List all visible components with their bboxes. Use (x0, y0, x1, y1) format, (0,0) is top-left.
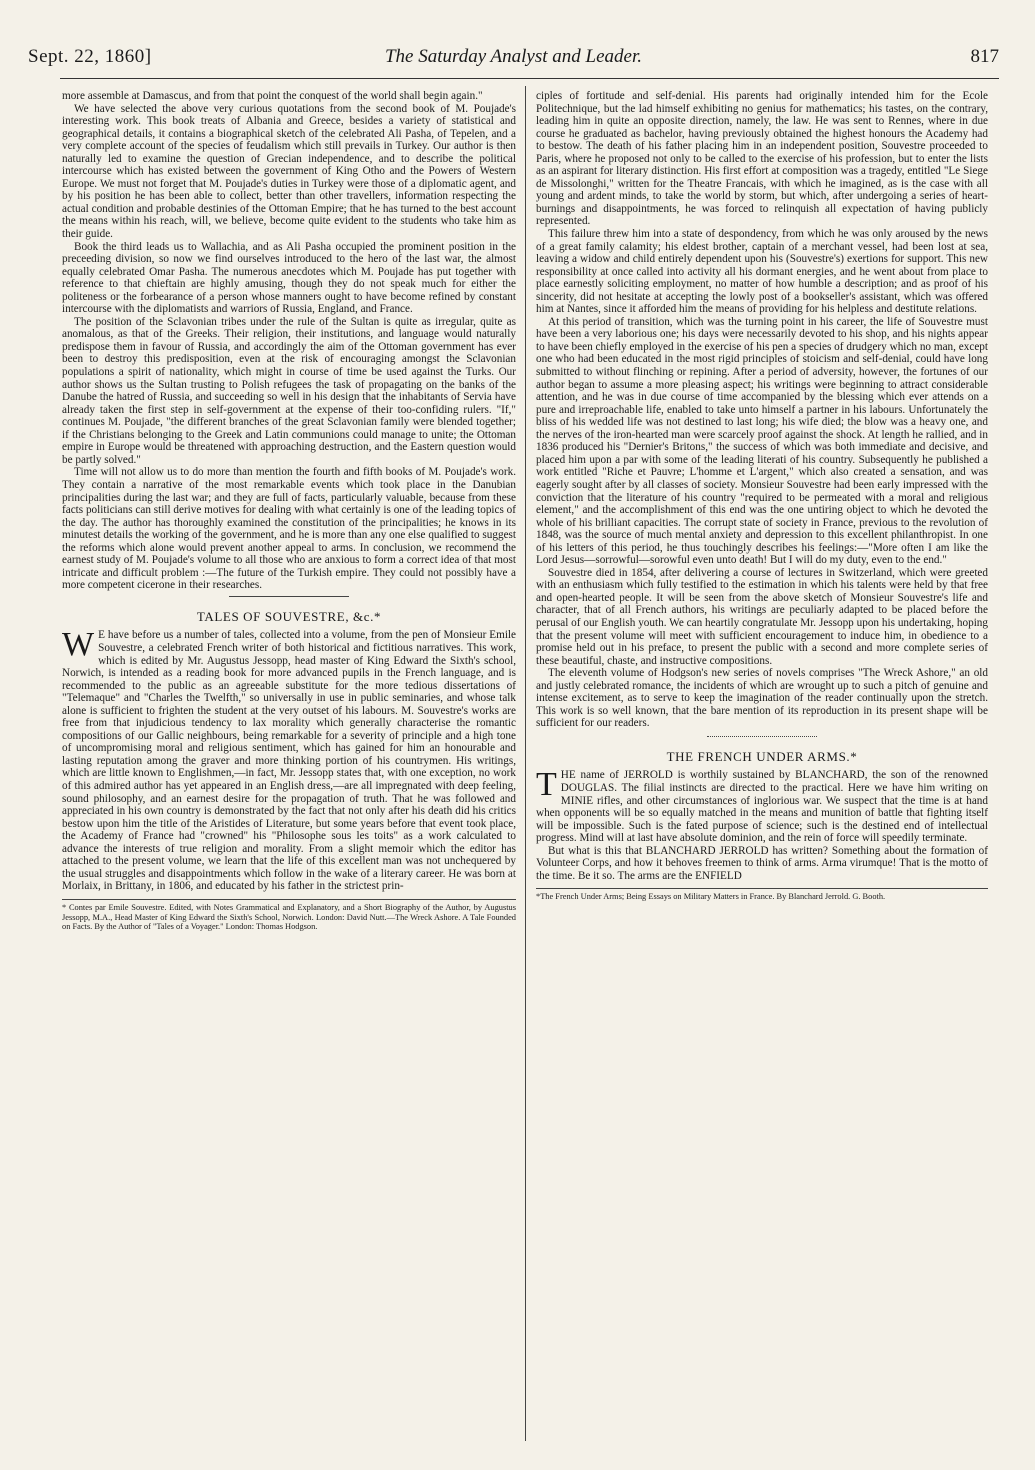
drop-cap: W (62, 626, 95, 664)
right-column (536, 90, 988, 902)
article-paragraph: But what is this that BLANCHARD JERROLD has written? Something about the formation of Volunteer Corps, and how it behoves freemen to think of arms. Arma virumque! That is the motto of the time. Be it so. The arms are the ENFIELD (536, 844, 988, 882)
article-paragraph: more assemble at Damascus, and from that point the conquest of the world shall begin again." (62, 90, 483, 102)
footnote-souvestre: * Contes par Emile Souvestre. Edited, with Notes Grammatical and Explanatory, and a Short Biography of the Author, by Augustus Jessopp, M.A., Head Master of King Edward the Sixth's School, Norwich. London: David Nutt.—The Wreck Ashore. A Tale Founded on Facts. By the Author of "Tales of a Voyager." London: Thomas Hodgson. (62, 902, 516, 932)
article-paragraph: ciples of fortitude and self-denial. His parents had originally intended him for the Ecole Politechnique, but the lad himself exhibiting no genius for mathematics; his tastes, on the contrary, leading him in quite an opposite direction, namely, the law. He was sent to Rennes, where in due course he graduated as bachelor, having previously obtained the highest honours the Academy had to bestow. The death of his father placing him in an independent position, Souvestre proceeded to Paris, where he proposed not only to be called to the exercise of his profession, but to enter the lists as an aspirant for literary distinction. His first effort at composition was a tragedy, entitled "Le Siege de Missolonghi," written for the Theatre Francais, with which he imagined, as is the case with all young and ardent minds, to take the world by storm, but which, after undergoing a series of heart-burnings and disappointments, he was forced to relinquish all expectation of having publicly represented. (536, 90, 988, 228)
article-paragraph: We have selected the above very curious quotations from the second book of M. Poujade's interesting work. This book treats of Albania and Greece, besides a variety of statistical and geographical details, it contains a biographical sketch of the celebrated Ali Pasha, of Tepelen, and a very complete account of the species of feudalism which still prevails in Turkey. Our author is then naturally led to examine the question of Grecian independence, and to describe the political intercourse which has existed between the government of King Otho and the Powers of Western Europe. We must not forget that M. Poujade's duties in Turkey were those of a diplomatic agent, and by his position he has been able to collect, better than other travellers, information respecting the actual condition and probable destinies of the Ottoman Empire; that he has turned to the best account the means within his reach, will, we believe, become quite evident to the students who take him as their guide. (62, 102, 516, 241)
footnote-rule (536, 888, 988, 889)
publication-title: The Saturday Analyst and Leader. (384, 46, 643, 67)
page-number: 817 (970, 46, 999, 67)
article-paragraph: This failure threw him into a state of despondency, from which he was only aroused by the news of a great family calamity; his eldest brother, captain of a merchant vessel, had been lost at sea, leaving a widow and child entirely dependent upon his (Souvestre's) exertions for support. This new responsibility at once called into activity all his dormant energies, and he went about from place to place earnestly soliciting employment, no matter of how humble a description; and as proof of his sincerity, did not hesitate at accepting the lowly post of a bookseller's assistant, which was offered him at Nantes, since it afforded him the means of providing for his helpless and destitute relations. (536, 228, 988, 316)
article-paragraph: Souvestre died in 1854, after delivering a course of lectures in Switzerland, which were greeted with an enthusiasm which fully testified to the estimation in which his talents were held by that free and open-hearted people. It will be seen from the above sketch of Monsieur Souvestre's life and character, that of all French authors, his writings are peculiarly adapted to be placed before the perusal of our English youth. We can heartily congratulate Mr. Jessopp upon his undertaking, hoping that the present volume will meet with sufficient encouragement to induce him, in obedience to a promise held out in his preface, to present the public with a second and more complete series of these beautiful, chaste, and instructive compositions. (536, 566, 988, 667)
article-paragraph: The eleventh volume of Hodgson's new series of novels comprises "The Wreck Ashore," an old and justly celebrated romance, the incidents of which are wrought up to such a pitch of genuine and intense excitement, as to serve to keep the imagination of the reader continually upon the stretch. This work is so well known, that the bare mention of its reproduction in its present shape will be sufficient for our readers. (536, 667, 988, 730)
column-divider (525, 86, 526, 1441)
article-end-rule (707, 736, 817, 737)
article-paragraph: Book the third leads us to Wallachia, and as Ali Pasha occupied the prominent position in the preceeding division, so now we find ourselves introduced to the hero of the last war, the almost equally celebrated Omar Pasha. The numerous anecdotes which M. Poujade has put together with reference to that chieftain are highly amusing, though they do not speak much for either the politeness or the forbearance of a person whose manners ought to have become refined by constant intercourse with the diplomatists and warriors of Russia, England, and France. (62, 240, 516, 316)
drop-cap: T (536, 766, 557, 804)
section-title-souvestre: TALES OF SOUVESTRE, &c.* (196, 608, 382, 624)
article-paragraph: Time will not allow us to do more than mention the fourth and fifth books of M. Poujade's work. They contain a narrative of the most remarkable events which took place in the Danubian principalities during the last war; and they are full of facts, particularly valuable, because from these facts politicians can still derive motives for dealing with what certainly is one of the leading topics of the day. The author has thoroughly examined the constitution of the principalities; he knows in its minutest details the working of the government, and he is more than any one else qualified to suggest the reforms which alone would prevent another appeal to arms. In conclusion, we recommend the earnest study of M. Poujade's volume to all those who are anxious to form a correct idea of that most intricate and difficult problem :—The future of the Turkish empire. They could not possibly have a more competent cicerone in their researches. (62, 466, 516, 592)
header-rule (60, 78, 999, 79)
left-column (62, 90, 516, 932)
footnote-french-arms: *The French Under Arms; Being Essays on Military Matters in France. By Blanchard Jerrold. G. Booth. (536, 892, 886, 902)
footnote-rule (62, 899, 516, 900)
page-header (28, 44, 999, 74)
article-paragraph: At this period of transition, which was the turning point in his career, the life of Souvestre must have been a very laborious one; his days were necessarily devoted to his shop, and his nights appear to have been chiefly employed in the exercise of his pen a species of drudgery which no man, except one who had been educated in the most rigid principles of stoicism and self-denial, could have long submitted to without flinching or repining. After a period of adversity, however, the fortunes of our author began to assume a more pleasing aspect; his writings were beginning to attract considerable attention, and he was in due course of time accompanied by the blessing which ever attends on a pure and irreproachable life, enabled to take unto himself a partner in his labours. Unfortunately the bliss of his wedded life was not destined to last long; his wife died; the blow was a heavy one, and the nerves of the iron-hearted man were scarcely proof against the shock. At length he rallied, and in 1836 produced his "Dernier's Britons," the success of which was both immediate and decisive, and placed him upon a par with some of the leading literati of his country. Subsequently he published a work entitled "Riche et Pauvre; L'homme et L'argent," which also created a sensation, and was eagerly sought after by all classes of society. Monsieur Souvestre had been early impressed with the conviction that the literature of his country "required to be permeated with a moral and religious element," and the accomplishment of this end was the one untiring object to which he devoted the whole of his brilliant capacities. The corrupt state of society in France, previous to the revolution of 1848, was the source of much mental anxiety and depression to this excellent philanthropist. In one of his letters of this period, he thus touchingly describes his feelings:—"More often I am like the Lord Jesus—sorrowful—sorowful even unto death! But I will do my duty, even to the end." (536, 315, 988, 567)
section-first-paragraph (536, 766, 988, 845)
section-title-french-arms: THE FRENCH UNDER ARMS.* (666, 748, 858, 764)
article-end-rule (229, 596, 349, 597)
issue-date: Sept. 22, 1860] (28, 46, 152, 67)
article-paragraph: The position of the Sclavonian tribes under the rule of the Sultan is quite as irregular, quite as anomalous, as that of the Greeks. Their religion, their institutions, and language would naturally predispose them in favour of Russia, and accordingly the aim of the Ottoman government has ever been to destroy this predisposition, even at the risk of encouraging amongst the Sclavonian populations a spirit of nationality, which might in course of time be used against the Turks. Our author shows us the Sultan trusting to Polish refugees the task of propagating on the banks of the Danube the hatred of Russia, and succeeding so well in his design that the inhabitants of Servia have already taken the first step in self-government at the expense of their too-confiding rulers. "If," continues M. Poujade, "the different branches of the great Sclavonian family were blended together; if the Christians belonging to the Greek and Latin communions could manage to unite; the Ottoman empire in Europe would be threatened with approaching destruction, and the Eastern question would be partly solved." (62, 315, 516, 466)
section-first-paragraph-text: HE name of JERROLD is worthily sustained by BLANCHARD, the son of the renowned DOUGLAS. The filial instincts are directed to the practical. Here we have him writing on MINIE rifles, and other circumstances of inglorious war. We suspect that the time is at hand when opponents will be so equally matched in the means and munition of battle that fighting itself will be impossible. Such is the fated purpose of science; such is the destined end of intellectual progress. Mind will at last have absolute dominion, and the rein of force will speedily terminate. (536, 769, 988, 845)
section-first-paragraph-text: E have before us a number of tales, collected into a volume, from the pen of Monsieur Emile Souvestre, a celebrated French writer of both historical and fictitious narratives. This work, which is edited by Mr. Augustus Jessopp, head master of King Edward the Sixth's school, Norwich, is intended as a reading book for more advanced pupils in the French language, and is recommended to the public as an agreeable substitute for the more tedious dissertations of "Telemaque" and "Charles the Twelfth," so universally in use in public seminaries, and whose talk alone is sufficient to frighten the student at the very outset of his labours. M. Souvestre's works are free from that injudicious tendency to lax morality which generally characterise the romantic compositions of our Gallic neighbours, being remarkable for a severity of principle and a high tone of uncompromising moral and religious sentiment, which has gained for him an honourable and lasting reputation among the graver and more thinking portion of his countrymen. His writings, which are little known to Englishmen,—in fact, Mr. Jessopp states that, with one exception, no work of this admired author has yet appeared in an English dress,—are all impregnated with deep feeling, sound philosophy, and an earnest desire for the propagation of truth. That he was followed and appreciated in his own country is demonstrated by the fact that not only after his death did his critics bestow upon him the title of the Aristides of Literature, but some years before that event took place, the Academy of France had "crowned" his "Philosophe sous les toits" as a work calculated to advance the interests of true religion and morality. From a slight memoir which the editor has attached to the present volume, we learn that the life of this excellent man was not unchequered by the usual struggles and disappointments which follow in the wake of a literary career. He was born at Morlaix, in Brittany, in 1806, and educated by his father in the strictest prin- (62, 629, 516, 893)
section-first-paragraph (62, 626, 516, 893)
